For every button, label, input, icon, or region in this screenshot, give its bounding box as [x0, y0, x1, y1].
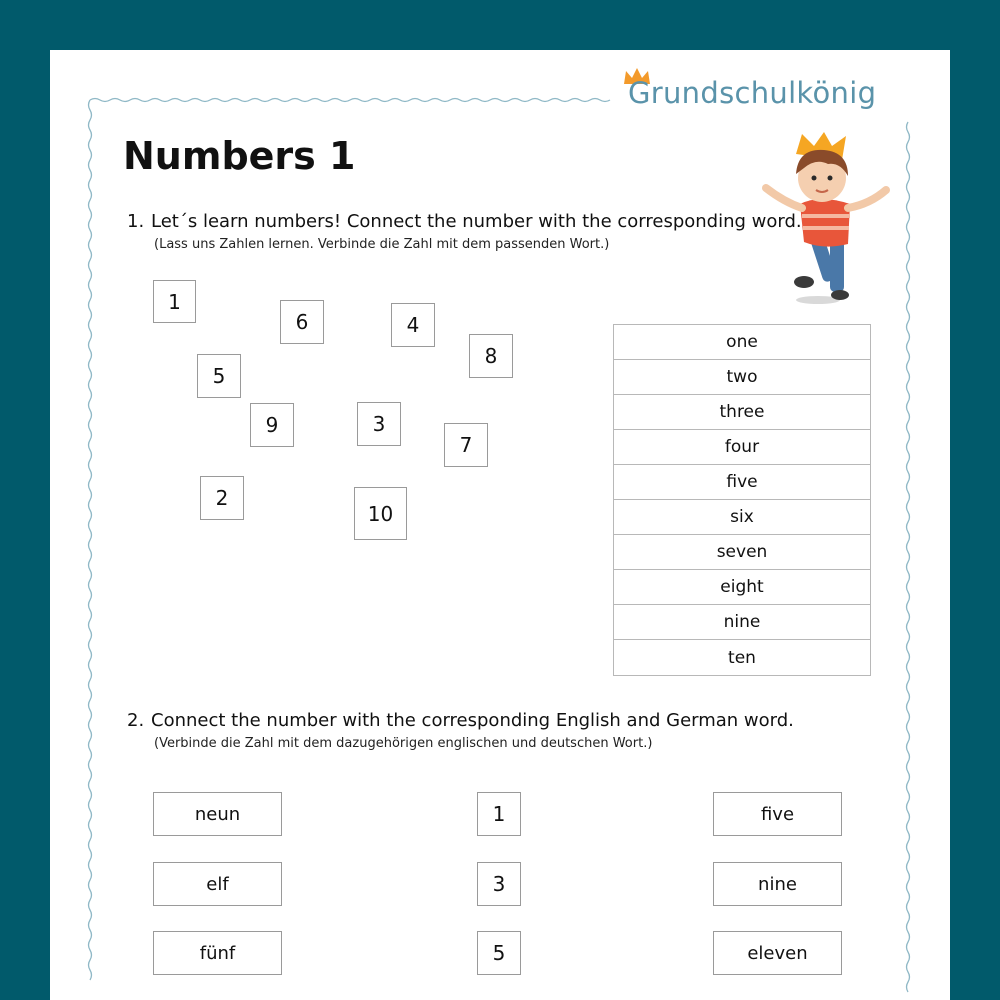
english-word-box-eleven[interactable]: eleven	[713, 931, 842, 975]
number-box-6[interactable]: 6	[280, 300, 324, 344]
word-cell-one[interactable]: one	[614, 325, 870, 360]
number-box-task2-3[interactable]: 3	[477, 862, 521, 906]
english-word-box-nine[interactable]: nine	[713, 862, 842, 906]
worksheet	[50, 50, 950, 1000]
task2-instruction: Connect the number with the corresponding English and German word.	[151, 710, 794, 731]
number-box-4[interactable]: 4	[391, 303, 435, 347]
task2-instruction-german: (Verbinde die Zahl mit dem dazugehörigen englischen und deutschen Wort.)	[154, 736, 653, 751]
word-cell-four[interactable]: four	[614, 430, 870, 465]
word-cell-nine[interactable]: nine	[614, 605, 870, 640]
number-box-8[interactable]: 8	[469, 334, 513, 378]
word-table	[613, 324, 871, 676]
english-word-box-five[interactable]: five	[713, 792, 842, 836]
number-box-10[interactable]: 10	[354, 487, 407, 540]
word-cell-ten[interactable]: ten	[728, 647, 756, 668]
page-title: Numbers 1	[123, 134, 356, 178]
number-box-5[interactable]: 5	[197, 354, 241, 398]
number-box-7[interactable]: 7	[444, 423, 488, 467]
task1-number: 1.	[127, 211, 145, 232]
task2-number: 2.	[127, 710, 145, 731]
wavy-border-left	[89, 100, 92, 980]
number-box-9[interactable]: 9	[250, 403, 294, 447]
task1-instruction: Let´s learn numbers! Connect the number with the corresponding word.	[151, 211, 802, 232]
word-cell-six[interactable]: six	[614, 500, 870, 535]
number-box-1[interactable]: 1	[153, 280, 196, 323]
number-box-3[interactable]: 3	[357, 402, 401, 446]
german-word-box-fuenf[interactable]: fünf	[153, 931, 282, 975]
word-cell-seven[interactable]: seven	[614, 535, 870, 570]
number-box-task2-5[interactable]: 5	[477, 931, 521, 975]
german-word-box-neun[interactable]: neun	[153, 792, 282, 836]
word-cell-two[interactable]: two	[614, 360, 870, 395]
task1-instruction-german: (Lass uns Zahlen lernen. Verbinde die Zahl mit dem passenden Wort.)	[154, 237, 610, 252]
number-box-task2-1[interactable]: 1	[477, 792, 521, 836]
german-word-box-elf[interactable]: elf	[153, 862, 282, 906]
wavy-border-top	[90, 99, 610, 102]
word-cell-three[interactable]: three	[614, 395, 870, 430]
brand-logo: Grundschulkönig	[628, 76, 877, 110]
number-box-2[interactable]: 2	[200, 476, 244, 520]
word-cell-eight[interactable]: eight	[614, 570, 870, 605]
word-cell-five[interactable]: five	[614, 465, 870, 500]
